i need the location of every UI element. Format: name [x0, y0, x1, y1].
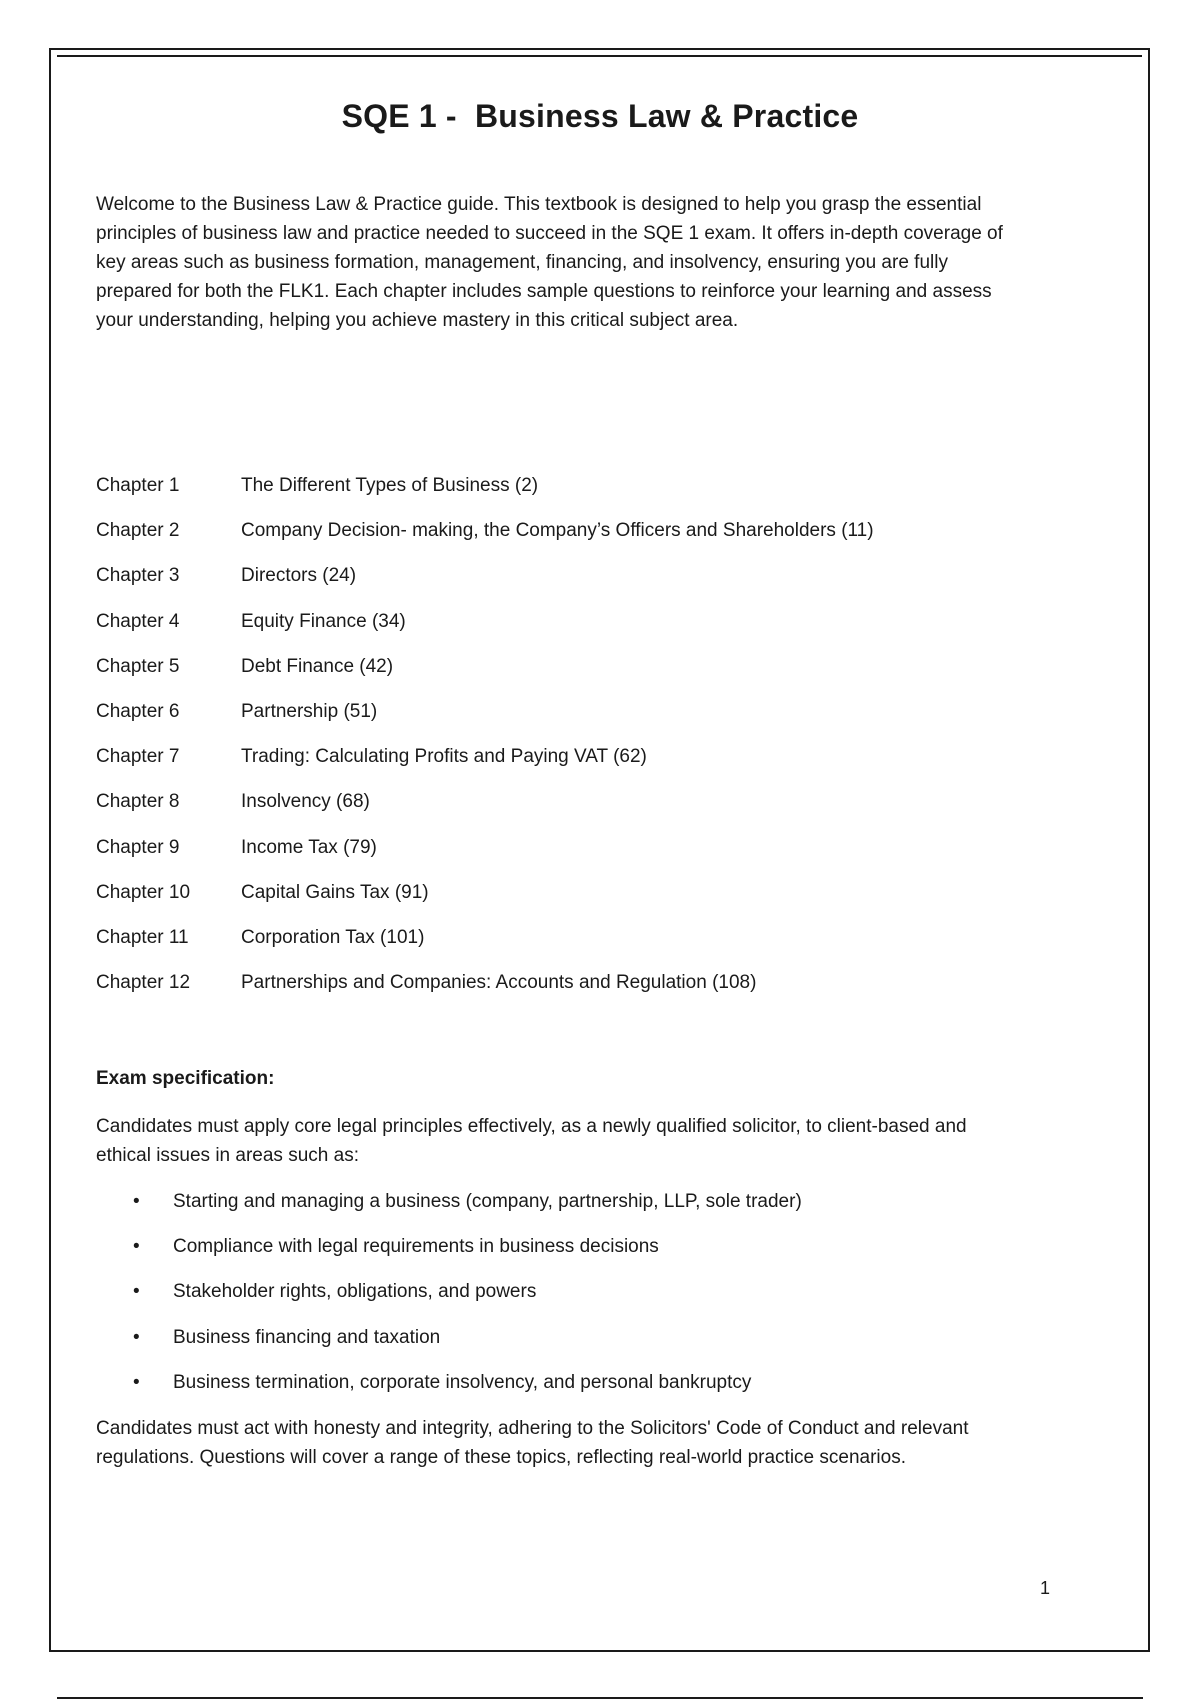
chapter-title: Company Decision- making, the Company’s Officers and Shareholders (11): [241, 520, 874, 542]
bullet-icon: •: [133, 1191, 140, 1212]
exam-spec-outro: Candidates must act with honesty and integrity, adhering to the Solicitors' Code of Conduct and relevant regulations. Questions will cover a range of these topics, reflecting real-world practice scenarios.: [96, 1418, 969, 1468]
page-title: SQE 1 - Business Law & Practice: [341, 98, 859, 134]
toc-row: [96, 610, 1056, 655]
page-number: 1: [1040, 1578, 1051, 1598]
toc-row: [96, 881, 1056, 926]
intro-paragraph: Welcome to the Business Law & Practice guide. This textbook is designed to help you grasp the essential principles of business law and practice needed to succeed in the SQE 1 exam. It offers in-depth coverage of key areas such as business formation, management, financing, and insolvency, ensuring you are fully prepared for both the FLK1. Each chapter includes sample questions to reinforce your learning and assess your understanding, helping you achieve mastery in this critical subject area.: [96, 194, 1003, 331]
toc-row: [96, 745, 1056, 790]
chapter-number: Chapter 12: [96, 972, 191, 994]
exam-spec-heading: Exam specification:: [96, 1068, 275, 1089]
bullet-text: Starting and managing a business (company, partnership, LLP, sole trader): [173, 1191, 802, 1212]
list-item: [96, 1190, 1016, 1235]
top-rule: [57, 55, 1142, 57]
chapter-number: Chapter 7: [96, 746, 180, 768]
toc-row: [96, 474, 1056, 519]
exam-spec-bullet-list: [96, 1190, 1016, 1416]
list-item: [96, 1326, 1016, 1371]
chapter-title: Directors (24): [241, 565, 357, 587]
toc-row: [96, 519, 1056, 564]
toc-row: [96, 926, 1056, 971]
table-of-contents: [96, 474, 1056, 1016]
list-item: [96, 1371, 1016, 1416]
chapter-title: Income Tax (79): [241, 836, 377, 858]
bullet-icon: •: [133, 1236, 140, 1258]
bullet-icon: •: [133, 1371, 140, 1393]
toc-row: [96, 790, 1056, 835]
chapter-number: Chapter 2: [96, 520, 180, 542]
toc-row: [96, 836, 1056, 881]
chapter-title: Insolvency (68): [241, 791, 370, 813]
toc-row: [96, 971, 1056, 1016]
chapter-number: Chapter 4: [96, 610, 180, 632]
chapter-title: Debt Finance (42): [241, 655, 394, 677]
list-item: [96, 1235, 1016, 1280]
bottom-rule: [57, 1697, 1143, 1699]
toc-row: [96, 564, 1056, 609]
chapter-title: Equity Finance (34): [241, 610, 406, 632]
bullet-icon: •: [133, 1281, 140, 1303]
chapter-number: Chapter 9: [96, 836, 180, 858]
bullet-text: Stakeholder rights, obligations, and powers: [173, 1281, 537, 1303]
toc-row: [96, 655, 1056, 700]
bullet-text: Business termination, corporate insolvency, and personal bankruptcy: [173, 1371, 752, 1393]
chapter-title: Partnerships and Companies: Accounts and Regulation (108): [241, 972, 757, 994]
chapter-title: Corporation Tax (101): [241, 926, 425, 948]
chapter-title: Capital Gains Tax (91): [241, 881, 429, 903]
chapter-title: Partnership (51): [241, 700, 378, 722]
exam-spec-intro: Candidates must apply core legal principles effectively, as a newly qualified solicitor, to client-based and ethical issues in areas such as:: [96, 1116, 967, 1166]
bullet-text: Compliance with legal requirements in business decisions: [173, 1236, 659, 1258]
list-item: [96, 1280, 1016, 1325]
chapter-number: Chapter 3: [96, 565, 180, 587]
chapter-title: The Different Types of Business (2): [241, 475, 539, 496]
bullet-text: Business financing and taxation: [173, 1326, 441, 1348]
chapter-number: Chapter 5: [96, 655, 180, 677]
chapter-number: Chapter 11: [96, 926, 189, 948]
chapter-title: Trading: Calculating Profits and Paying VAT (62): [241, 746, 647, 768]
bullet-icon: •: [133, 1326, 140, 1348]
toc-row: [96, 700, 1056, 745]
chapter-number: Chapter 6: [96, 700, 180, 722]
chapter-number: Chapter 8: [96, 791, 180, 813]
chapter-number: Chapter 1: [96, 475, 180, 496]
chapter-number: Chapter 10: [96, 881, 191, 903]
